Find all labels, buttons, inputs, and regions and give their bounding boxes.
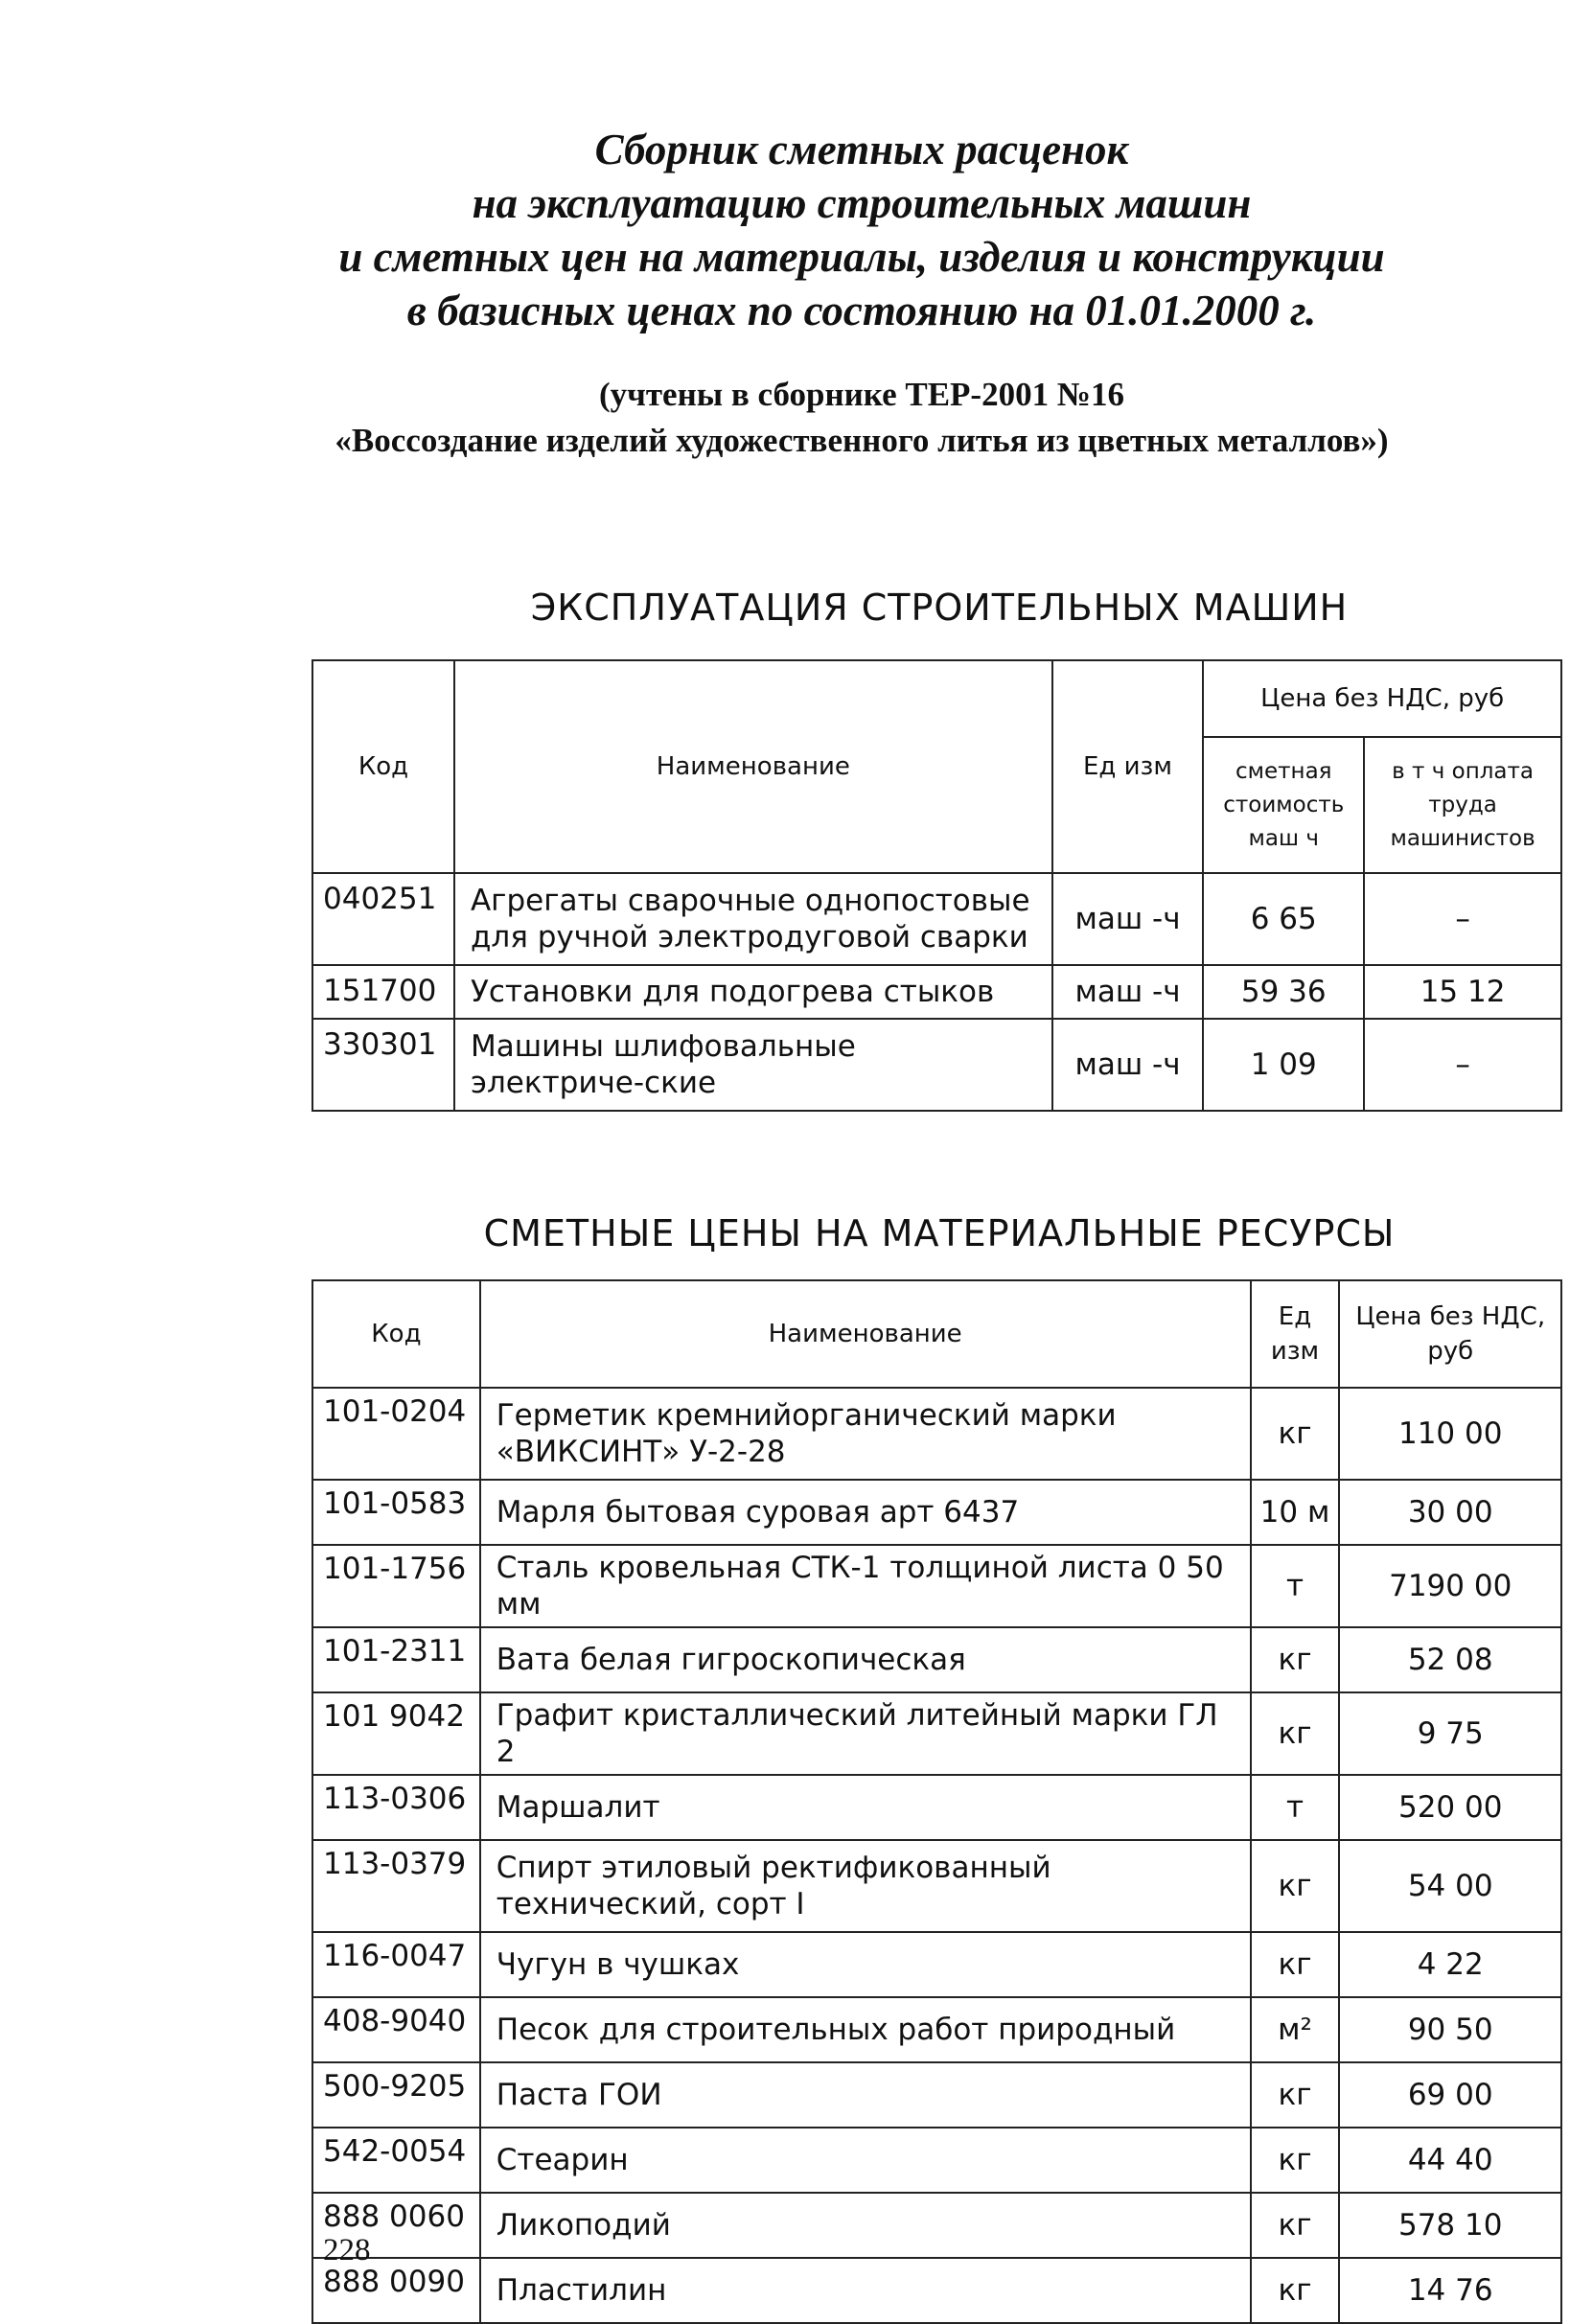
title-line: в базисных ценах по состоянию на 01.01.2000 г. (406, 287, 1317, 334)
row-unit: маш -ч (1052, 965, 1204, 1019)
machines-table (312, 659, 1562, 1112)
table-row (312, 1019, 1561, 1111)
machines-heading: ЭКСПЛУАТАЦИЯ СТРОИТЕЛЬНЫХ МАШИН (530, 587, 1349, 629)
row-code: 408-9040 (312, 1997, 480, 2062)
row-name: Вата белая гигроскопическая (480, 1627, 1251, 1692)
title-line: и сметных цен на материалы, изделия и конструкции (338, 233, 1385, 281)
row-price: 14 76 (1339, 2258, 1561, 2323)
row-price: 54 00 (1339, 1840, 1561, 1932)
table-row (312, 1932, 1561, 1997)
row-name: Спирт этиловый ректификованный технический, сорт I (480, 1840, 1251, 1932)
table-row (312, 2128, 1561, 2193)
row-code: 330301 (312, 1019, 454, 1111)
row-cost: 59 36 (1203, 965, 1364, 1019)
row-unit: маш -ч (1052, 873, 1204, 965)
row-code: 101 9042 (312, 1692, 480, 1775)
document-title (0, 123, 1570, 337)
row-name: Паста ГОИ (480, 2062, 1251, 2128)
table-row (312, 1840, 1561, 1932)
row-code: 116-0047 (312, 1932, 480, 1997)
table-row (312, 1692, 1561, 1775)
title-line: на эксплуатацию строительных машин (472, 179, 1252, 227)
row-code: 101-0583 (312, 1480, 480, 1545)
table-row (312, 1480, 1561, 1545)
row-unit: 10 м (1251, 1480, 1340, 1545)
row-price: 69 00 (1339, 2062, 1561, 2128)
col-header-name: Наименование (454, 660, 1052, 873)
col-header-name: Наименование (480, 1280, 1251, 1388)
col-header-unit: Ед изм (1052, 660, 1204, 873)
row-code: 113-0379 (312, 1840, 480, 1932)
row-price: 30 00 (1339, 1480, 1561, 1545)
row-price: 7190 00 (1339, 1545, 1561, 1627)
row-unit: м² (1251, 1997, 1340, 2062)
col-header-unit: Ед изм (1251, 1280, 1340, 1388)
page-number: 228 (323, 2233, 371, 2267)
row-name: Пластилин (480, 2258, 1251, 2323)
row-name: Графит кристаллический литейный марки ГЛ 2 (480, 1692, 1251, 1775)
row-name: Марля бытовая суровая арт 6437 (480, 1480, 1251, 1545)
row-name: Установки для подогрева стыков (454, 965, 1052, 1019)
row-wages: – (1364, 1019, 1561, 1111)
row-price: 52 08 (1339, 1627, 1561, 1692)
row-unit: кг (1251, 2062, 1340, 2128)
title-line: Сборник сметных расценок (594, 126, 1129, 173)
row-price: 4 22 (1339, 1932, 1561, 1997)
row-name: Маршалит (480, 1775, 1251, 1840)
table-row (312, 873, 1561, 965)
row-name: Сталь кровельная СТК-1 толщиной листа 0 50 мм (480, 1545, 1251, 1627)
row-code: 888 0090 (312, 2258, 480, 2323)
row-code: 101-2311 (312, 1627, 480, 1692)
col-header-wages: в т ч оплата труда машинистов (1364, 737, 1561, 873)
row-price: 90 50 (1339, 1997, 1561, 2062)
row-cost: 1 09 (1203, 1019, 1364, 1111)
row-unit: кг (1251, 1692, 1340, 1775)
row-price: 9 75 (1339, 1692, 1561, 1775)
row-unit: т (1251, 1775, 1340, 1840)
row-unit: кг (1251, 1932, 1340, 1997)
row-wages: – (1364, 873, 1561, 965)
row-code: 040251 (312, 873, 454, 965)
row-name: Стеарин (480, 2128, 1251, 2193)
row-name: Машины шлифовальные электриче-ские (454, 1019, 1052, 1111)
row-code: 151700 (312, 965, 454, 1019)
row-name: Песок для строительных работ природный (480, 1997, 1251, 2062)
col-header-code: Код (312, 660, 454, 873)
subtitle-line: «Воссоздание изделий художественного литья из цветных металлов») (335, 422, 1389, 459)
row-name: Герметик кремнийорганический марки «ВИКСИНТ» У-2-28 (480, 1388, 1251, 1480)
col-header-price-group: Цена без НДС, руб (1203, 660, 1561, 737)
row-unit: кг (1251, 2193, 1340, 2258)
row-code: 500-9205 (312, 2062, 480, 2128)
row-code: 888 0060 (312, 2193, 480, 2258)
row-unit: кг (1251, 1627, 1340, 1692)
row-name: Агрегаты сварочные однопостовые для ручной электродуговой сварки (454, 873, 1052, 965)
table-row (312, 2062, 1561, 2128)
row-unit: кг (1251, 2128, 1340, 2193)
table-row (312, 2258, 1561, 2323)
col-header-price: Цена без НДС, руб (1339, 1280, 1561, 1388)
row-cost: 6 65 (1203, 873, 1364, 965)
row-price: 578 10 (1339, 2193, 1561, 2258)
row-unit: кг (1251, 1388, 1340, 1480)
row-code: 113-0306 (312, 1775, 480, 1840)
col-header-cost: сметная стоимость маш ч (1203, 737, 1364, 873)
row-code: 101-1756 (312, 1545, 480, 1627)
col-header-code: Код (312, 1280, 480, 1388)
subtitle-line: (учтены в сборнике ТЕР-2001 №16 (598, 376, 1125, 413)
table-row (312, 2193, 1561, 2258)
table-row (312, 1997, 1561, 2062)
row-code: 542-0054 (312, 2128, 480, 2193)
table-row (312, 1388, 1561, 1480)
document-subtitle (0, 372, 1570, 464)
row-unit: кг (1251, 2258, 1340, 2323)
row-price: 110 00 (1339, 1388, 1561, 1480)
row-unit: маш -ч (1052, 1019, 1204, 1111)
row-wages: 15 12 (1364, 965, 1561, 1019)
row-name: Чугун в чушках (480, 1932, 1251, 1997)
table-row (312, 965, 1561, 1019)
row-unit: кг (1251, 1840, 1340, 1932)
row-code: 101-0204 (312, 1388, 480, 1480)
row-price: 44 40 (1339, 2128, 1561, 2193)
row-name: Ликоподий (480, 2193, 1251, 2258)
materials-heading: СМЕТНЫЕ ЦЕНЫ НА МАТЕРИАЛЬНЫЕ РЕСУРСЫ (483, 1212, 1396, 1254)
row-price: 520 00 (1339, 1775, 1561, 1840)
table-row (312, 1775, 1561, 1840)
table-row (312, 1545, 1561, 1627)
table-row (312, 1627, 1561, 1692)
row-unit: т (1251, 1545, 1340, 1627)
materials-table (312, 1279, 1562, 2324)
